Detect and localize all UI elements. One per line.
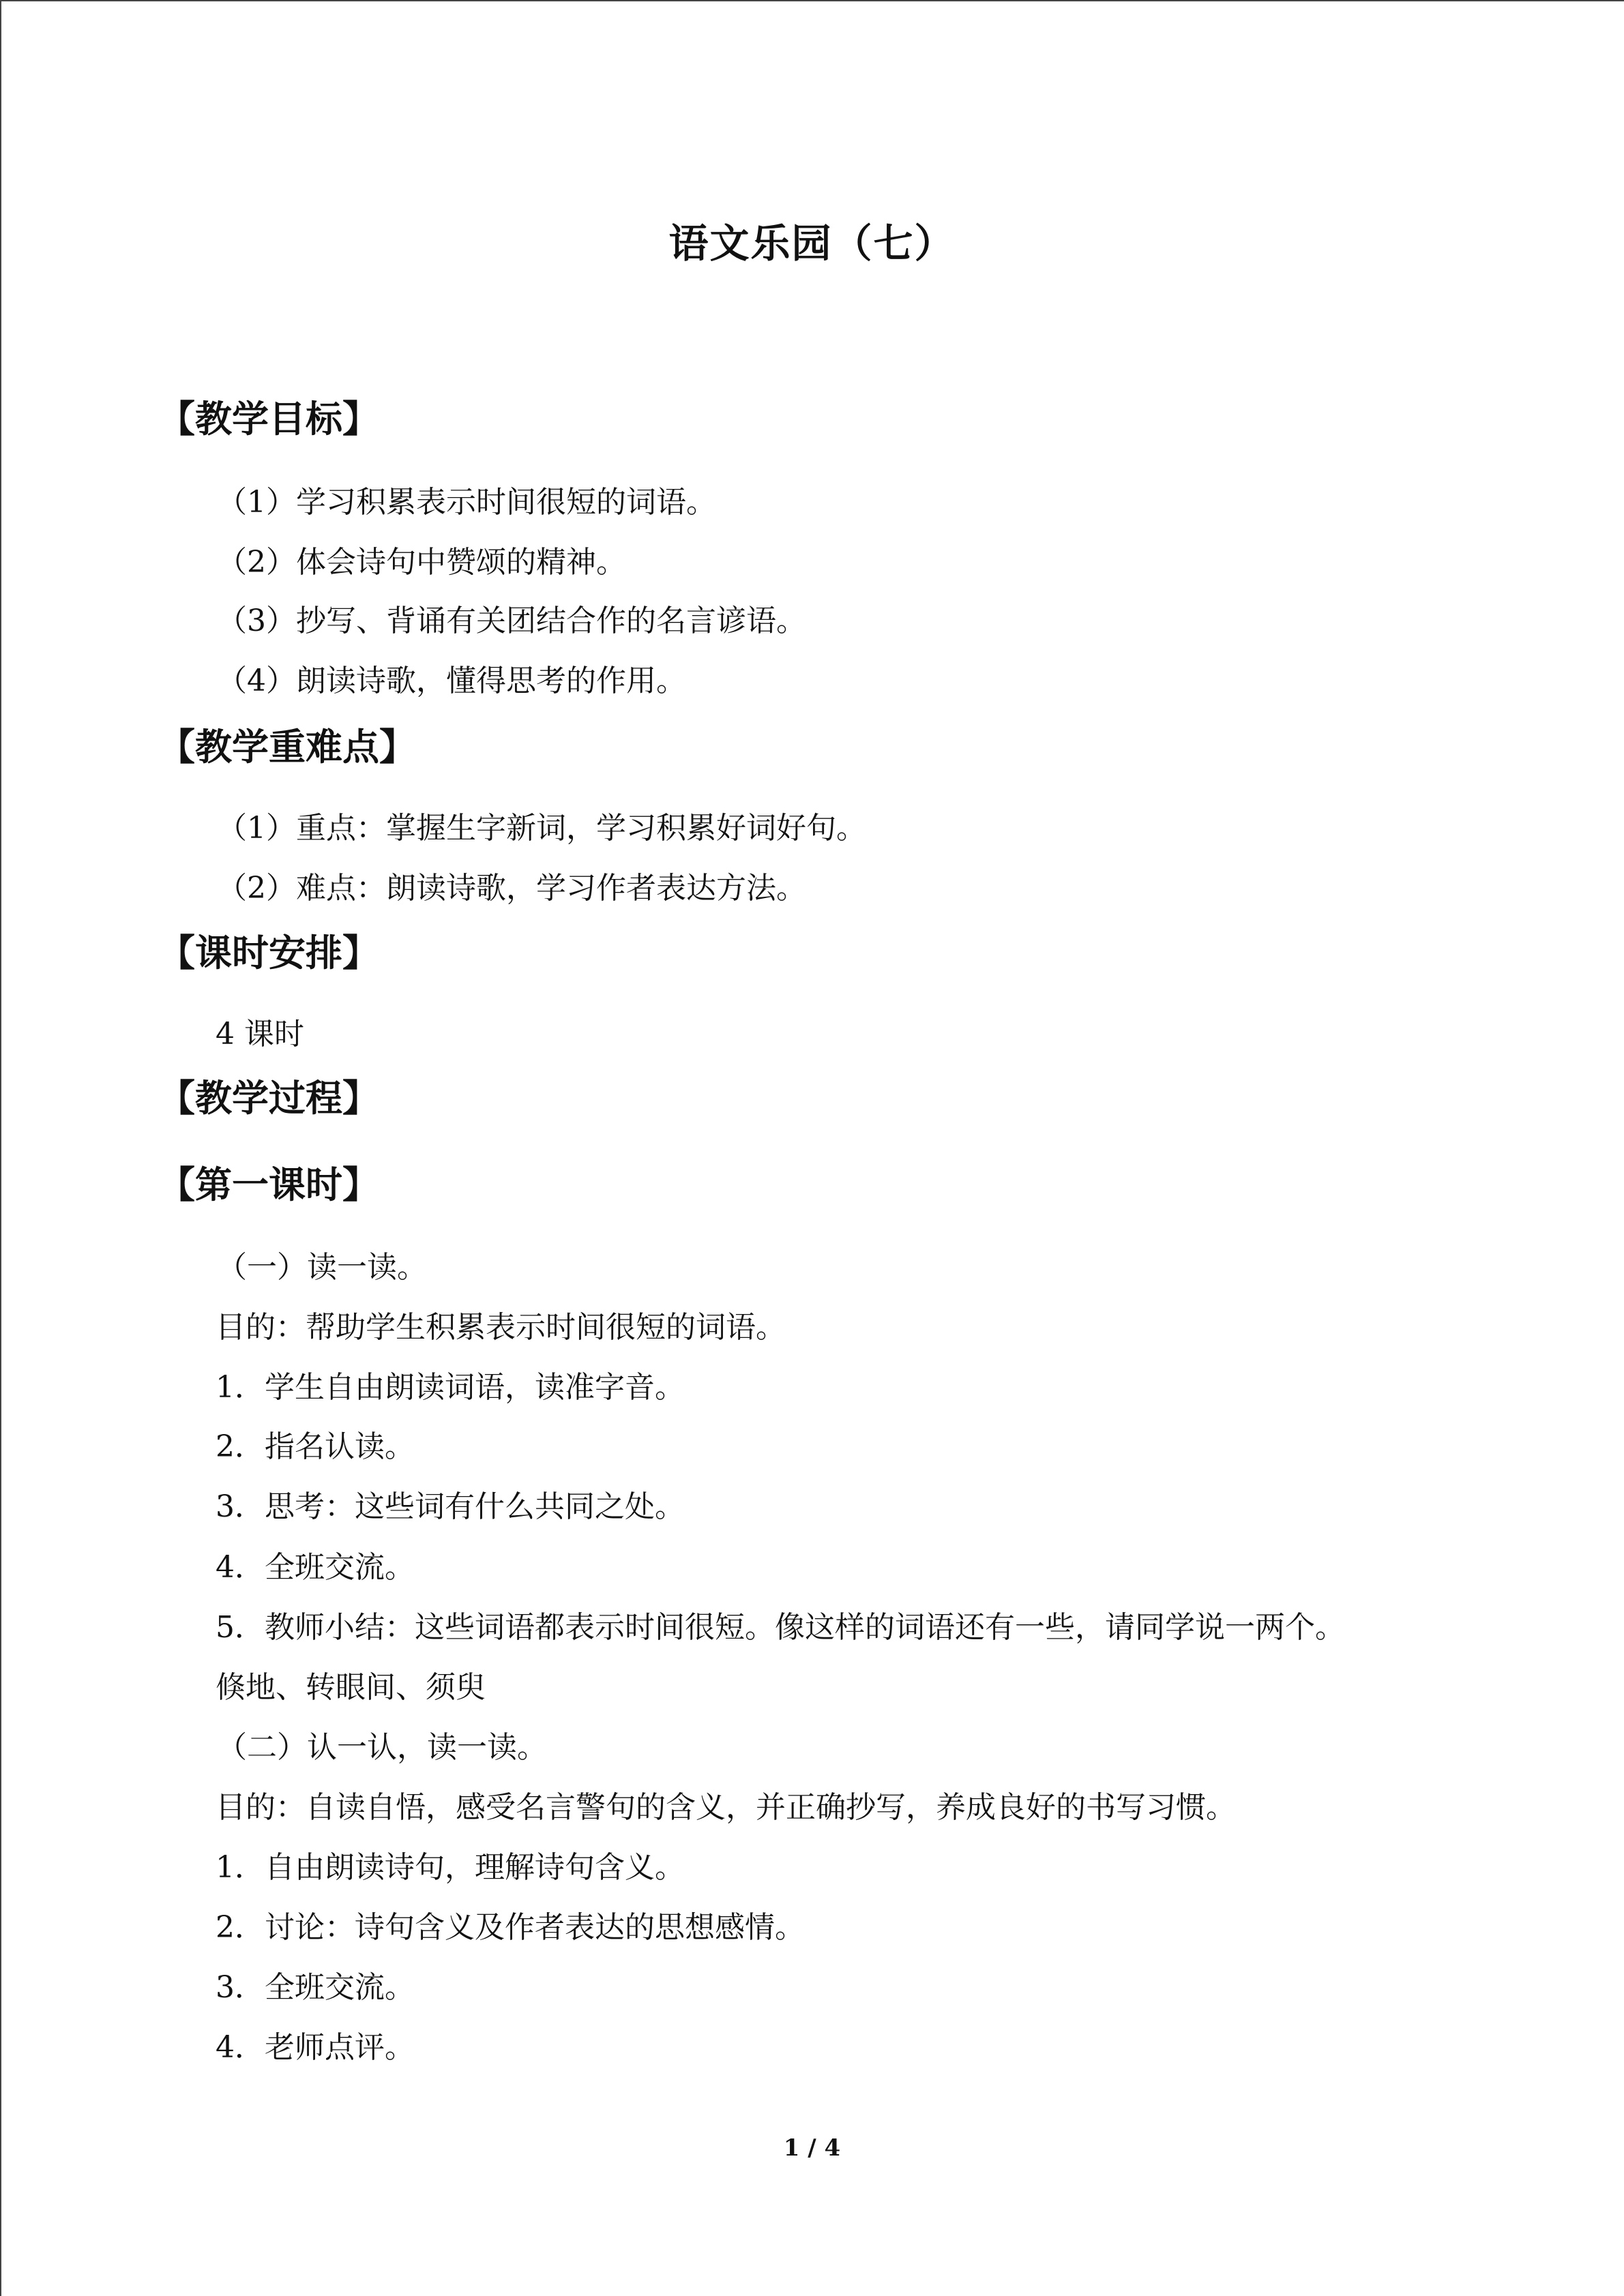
- part2-title: （二）认一认，读一读。: [217, 1730, 547, 1765]
- goal-item: （2）体会诗句中赞颂的精神。: [217, 545, 626, 580]
- goal-item: （4）朗读诗歌，懂得思考的作用。: [217, 664, 686, 698]
- part1-step: 4．全班交流。: [216, 1550, 415, 1585]
- goal-item: （1）学习积累表示时间很短的词语。: [217, 485, 716, 520]
- part1-step: 2．指名认读。: [216, 1429, 415, 1464]
- page-indicator: 1 / 4: [783, 2134, 841, 2162]
- part2-step: 2．讨论：诗句含义及作者表达的思想感情。: [216, 1910, 805, 1945]
- section-heading-lesson1: 【第一课时】: [158, 1163, 379, 1206]
- part2-step: 3．全班交流。: [216, 1970, 415, 2005]
- part2-step: 4．老师点评。: [216, 2030, 415, 2065]
- key-item: （2）难点：朗读诗歌，学习作者表达方法。: [217, 871, 806, 906]
- part1-step: 3．思考：这些词有什么共同之处。: [216, 1489, 685, 1524]
- goal-item: （3）抄写、背诵有关团结合作的名言谚语。: [217, 603, 806, 638]
- part1-words: 倏地、转眼间、须臾: [216, 1670, 486, 1705]
- section-heading-schedule: 【课时安排】: [158, 931, 379, 974]
- page-title: 语文乐园（七）: [668, 220, 956, 267]
- part2-step: 1．自由朗读诗句，理解诗句含义。: [216, 1850, 685, 1885]
- section-heading-key: 【教学重难点】: [158, 726, 416, 769]
- part1-step: 1．学生自由朗读词语，读准字音。: [216, 1370, 685, 1405]
- section-heading-goals: 【教学目标】: [158, 398, 379, 441]
- part1-title: （一）读一读。: [217, 1250, 427, 1285]
- part1-purpose: 目的：帮助学生积累表示时间很短的词语。: [216, 1310, 786, 1345]
- schedule-text: 4 课时: [216, 1017, 304, 1052]
- part1-step: 5．教师小结：这些词语都表示时间很短。像这样的词语还有一些，请同学说一两个。: [216, 1610, 1345, 1645]
- part2-purpose: 目的：自读自悟，感受名言警句的含义，并正确抄写，养成良好的书写习惯。: [216, 1790, 1236, 1825]
- key-item: （1）重点：掌握生字新词，学习积累好词好句。: [217, 811, 866, 846]
- section-heading-process: 【教学过程】: [158, 1077, 379, 1120]
